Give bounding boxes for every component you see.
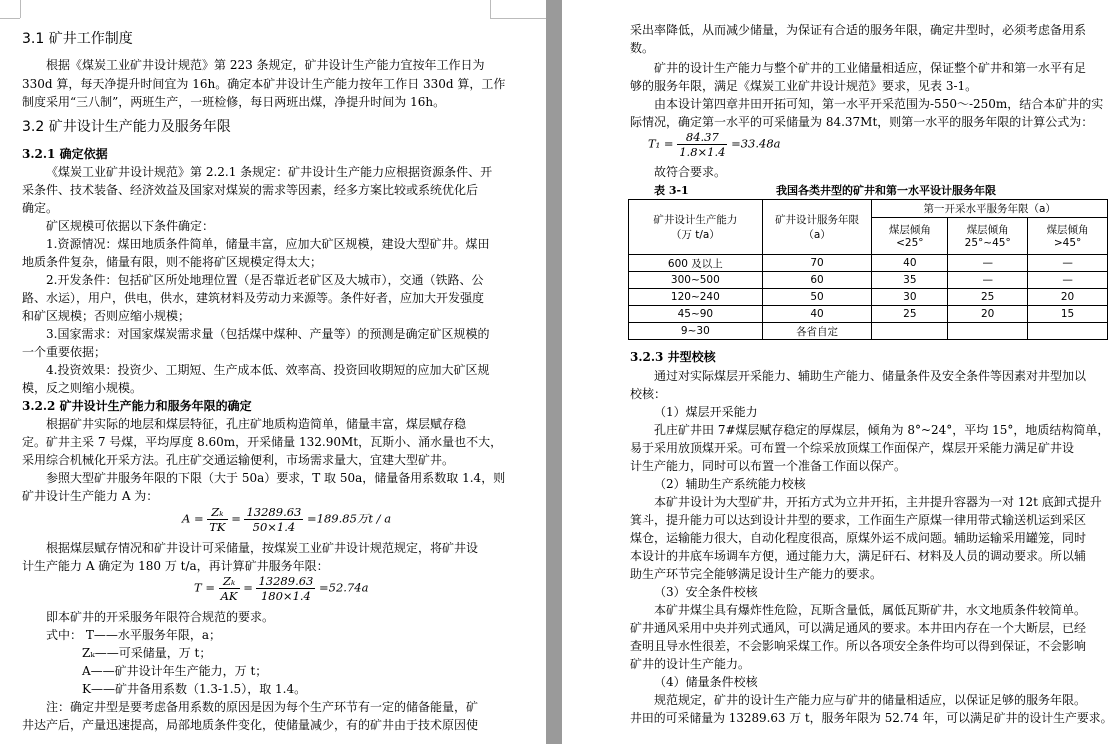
section-heading-3-1: 3.1 矿井工作制度	[22, 31, 133, 47]
paragraph-line: 4.投资效果：投资少、工期短、生产成本低、效率高、投资回收期短的应加大矿区规	[46, 363, 490, 377]
table-row: 600 及以上 70 40 — —	[629, 255, 1108, 272]
paragraph-line: 矿区规模可依据以下条件确定：	[46, 219, 215, 233]
paragraph-line: 井田的可采储量为 13289.63 万 t，服务年限为 52.74 年，可以满足矿井的设计生产要求。	[630, 711, 1113, 725]
table-header-cell: 煤层倾角 25°~45°	[948, 217, 1028, 254]
crop-mark	[490, 18, 546, 19]
table-row: 9~30 各省自定	[629, 323, 1108, 340]
paragraph-line: 助生产环节完全能够满足设计生产能力的要求。	[630, 567, 883, 581]
fraction: $\frac{13289.63}{50\times 1.4}$	[246, 505, 302, 534]
paragraph-line: 1.资源情况：煤田地质条件简单，储量丰富，应加大矿区规模，建设大型矿井。煤田	[46, 237, 490, 251]
paragraph-line: 数。	[630, 41, 655, 55]
formula-lhs: T =	[194, 580, 215, 595]
list-heading: （2）辅助生产系统能力校核	[654, 477, 806, 491]
paragraph-line: 查明且导水性很差，不会影响采煤工作。所以各项安全条件均可以得到保证，不会影响	[630, 639, 1087, 653]
crop-mark	[0, 18, 20, 19]
paragraph-line: 注：确定井型是要考虑备用系数的原因是因为每个生产环节有一定的储备能量，矿	[46, 700, 479, 714]
paragraph-line: 矿井设计生产能力 A 为：	[22, 489, 159, 503]
paragraph-line: 际情况，确定第一水平的可采储量为 84.37Mt，则第一水平的服务年限的计算公式为：	[630, 115, 1094, 129]
list-heading: （1）煤层开采能力	[654, 405, 758, 419]
paragraph-line: 采出率降低，从而减少储量，为保证有合适的服务年限，确定井型时，必须考虑备用系	[630, 23, 1087, 37]
paragraph-line: 参照大型矿井服务年限的下限（大于 50a）要求，T 取 50a，储量备用系数取 1.4，则	[46, 471, 506, 485]
definition-line: K——矿井备用系数（1.3-1.5），取 1.4。	[82, 682, 307, 696]
paragraph-line: 矿井通风采用中央并列式通风，可以满足通风的要求。本井田内存在一个大断层，已经	[630, 621, 1087, 635]
paragraph-line: 箕斗，提升能力可以达到设计井型的要求，工作面生产原煤一律用带式输送机运到采区	[630, 513, 1087, 527]
paragraph-line: 本矿井煤尘具有爆炸性危险，瓦斯含量低，属低瓦斯矿井，水文地质条件较简单。	[654, 603, 1087, 617]
paragraph-line: 模，反之则缩小规模。	[22, 381, 143, 395]
table-header-cell: 煤层倾角 >45°	[1028, 217, 1108, 254]
paragraph-line: 矿井的设计生产能力。	[630, 657, 751, 671]
subsection-heading-3-2-3: 3.2.3 井型校核	[630, 350, 716, 364]
paragraph-line: 规范规定，矿井的设计生产能力应与矿井的储量相适应，以保证足够的服务年限。	[654, 693, 1087, 707]
paragraph-line: 即本矿井的开采服务年限符合规范的要求。	[46, 610, 275, 624]
formula-result: =189.85万t / a	[307, 511, 392, 526]
table-number: 表 3-1	[654, 184, 689, 197]
table-row: 45~90 40 25 20 15	[629, 306, 1108, 323]
paragraph-line: 计生产能力，同时可以布置一个准备工作面以保产。	[630, 459, 907, 473]
paragraph-line: 计生产能力 A 确定为 180 万 t/a，再计算矿井服务年限：	[22, 559, 329, 573]
paragraph-line: 采用综合机械化开采方法。孔庄矿交通运输便利，市场需求量大，宜建大型矿井。	[22, 453, 455, 467]
crop-mark	[20, 0, 21, 18]
paragraph-line: 煤仓，运输能力很大，自动化程度很高，原煤外运不成问题。辅助运输采用罐笼，同时	[630, 531, 1087, 545]
definition-line: A——矿井设计年生产能力，万 t；	[82, 664, 268, 678]
page-gap	[546, 0, 562, 744]
paragraph-line: 《煤炭工业矿井设计规范》第 2.2.1 条规定：矿井设计生产能力应根据资源条件、开	[46, 165, 493, 179]
section-heading-3-2: 3.2 矿井设计生产能力及服务年限	[22, 119, 231, 135]
table-row: 120~240 50 30 25 20	[629, 289, 1108, 306]
paragraph-line: 制度采用“三八制”，两班生产，一班检修，每日两班出煤，净提升时间为 16h。	[22, 95, 446, 109]
table-3-1	[628, 199, 1108, 340]
subsection-heading-3-2-1: 3.2.1 确定依据	[22, 147, 108, 161]
paragraph-line: 根据煤层赋存情况和矿井设计可采储量，按煤炭工业矿井设计规范规定，将矿井设	[46, 541, 479, 555]
table-title: 我国各类井型的矿井和第一水平设计服务年限	[776, 184, 996, 197]
paragraph-line: 确定。	[22, 201, 59, 215]
formula-first-level	[648, 130, 781, 159]
paragraph-line: 一个重要依据；	[22, 345, 107, 359]
paragraph-line: 路、水运），用户，供电，供水，建筑材料及劳动力来源等。条件好者，应加大开发强度	[22, 291, 485, 305]
paragraph-line: 根据《煤炭工业矿井设计规范》第 223 条规定，矿井设计生产能力宜按年工作日为	[46, 58, 485, 72]
paragraph-line: 和矿区规模；否则应缩小规模；	[22, 309, 191, 323]
fraction: $\frac{\text{Zₖ}}{AK}$	[220, 574, 238, 603]
paragraph-line: 校核：	[630, 387, 667, 401]
fraction: $\frac{13289.63}{180\times 1.4}$	[258, 574, 314, 603]
definition-line: 式中： T——水平服务年限，a；	[46, 628, 221, 642]
list-heading: （3）安全条件校核	[654, 585, 758, 599]
paragraph-line: 矿井的设计生产能力与整个矿井的工业储量相适应，保证整个矿井和第一水平有足	[654, 61, 1087, 75]
document-page-right	[562, 0, 1119, 744]
formula-lhs: A =	[182, 511, 204, 526]
fraction: $\frac{\text{Zₖ}}{TK}$	[209, 505, 226, 534]
paragraph-line: 采条件、技术装备、经济效益及国家对煤炭的需求等因素，经多方案比较或系统优化后	[22, 183, 479, 197]
formula-service-life: T = $\frac{\text{Zₖ}}{AK}$ = $\frac{13289.63}{180\times 1.4}$ =52.74a	[194, 574, 369, 603]
paragraph-line: 故符合要求。	[654, 165, 727, 179]
paragraph-line: 定。矿井主采 7 号煤，平均厚度 8.60m，开采储量 132.90Mt，瓦斯小、涌水量也不大，	[22, 435, 503, 449]
fraction: $\frac{84.37}{1.8\times 1.4}$	[679, 130, 726, 159]
paragraph-line: 井达产后，产量迅速提高，局部地质条件变化，使储量减少，有的矿井由于技术原因使	[22, 718, 479, 732]
formula-lhs: T₁ =	[648, 136, 674, 151]
table-header-cell: 第一开采水平服务年限（a）	[872, 200, 1108, 218]
table-header-cell: 煤层倾角 <25°	[872, 217, 948, 254]
paragraph-line: 2.开发条件：包括矿区所处地理位置（是否靠近老矿区及大城市），交通（铁路、公	[46, 273, 484, 287]
paragraph-line: 3.国家需求：对国家煤炭需求量（包括煤中煤种、产量等）的预测是确定矿区规模的	[46, 327, 490, 341]
paragraph-line: 通过对实际煤层开采能力、辅助生产能力、储量条件及安全条件等因素对井型加以	[654, 369, 1087, 383]
formula-capacity: A = $\frac{\text{Zₖ}}{TK}$ = $\frac{13289.63}{50\times 1.4}$ =189.85万t / a	[182, 505, 392, 534]
formula-result: =52.74a	[319, 580, 369, 595]
document-page-left	[0, 0, 546, 744]
paragraph-line: 孔庄矿井田 7#煤层赋存稳定的厚煤层，倾角为 8°~24°，平均 15°，地质结构简单，	[654, 423, 1110, 437]
crop-mark	[490, 0, 491, 18]
formula-result: =33.48a	[731, 136, 781, 151]
paragraph-line: 由本设计第四章井田开拓可知，第一水平开采范围为-550～-250m，结合本矿井的实	[654, 97, 1104, 111]
paragraph-line: 本矿井设计为大型矿井，开拓方式为立井开拓，主井提升容器为一对 12t 底卸式提升	[654, 495, 1102, 509]
list-heading: （4）储量条件校核	[654, 675, 758, 689]
subsection-heading-3-2-2: 3.2.2 矿井设计生产能力和服务年限的确定	[22, 399, 252, 413]
paragraph-line: 根据矿井实际的地层和煤层特征，孔庄矿地质构造简单，储量丰富，煤层赋存稳	[46, 417, 467, 431]
paragraph-line: 够的服务年限，满足《煤炭工业矿井设计规范》要求，见表 3-1。	[630, 79, 978, 93]
table-row: 300~500 60 35 — —	[629, 272, 1108, 289]
paragraph-line: 330d 算，每天净提升时间宜为 16h。确定本矿井设计生产能力按年工作日 330d 算，工作	[22, 77, 506, 91]
paragraph-line: 本设计的井底车场调车方便，通过能力大，满足矸石、材料及人员的调动要求。所以辅	[630, 549, 1087, 563]
table-header-cell: 矿井设计服务年限 （a）	[762, 200, 872, 255]
table-header-cell: 矿井设计生产能力 （万 t/a）	[629, 200, 763, 255]
paragraph-line: 地质条件复杂，储量有限，则不能将矿区规模定得太大；	[22, 255, 323, 269]
paragraph-line: 易于采用放顶煤开采。可布置一个综采放顶煤工作面保产，煤层开采能力满足矿井设	[630, 441, 1075, 455]
definition-line: Zₖ——可采储量，万 t；	[82, 646, 212, 660]
